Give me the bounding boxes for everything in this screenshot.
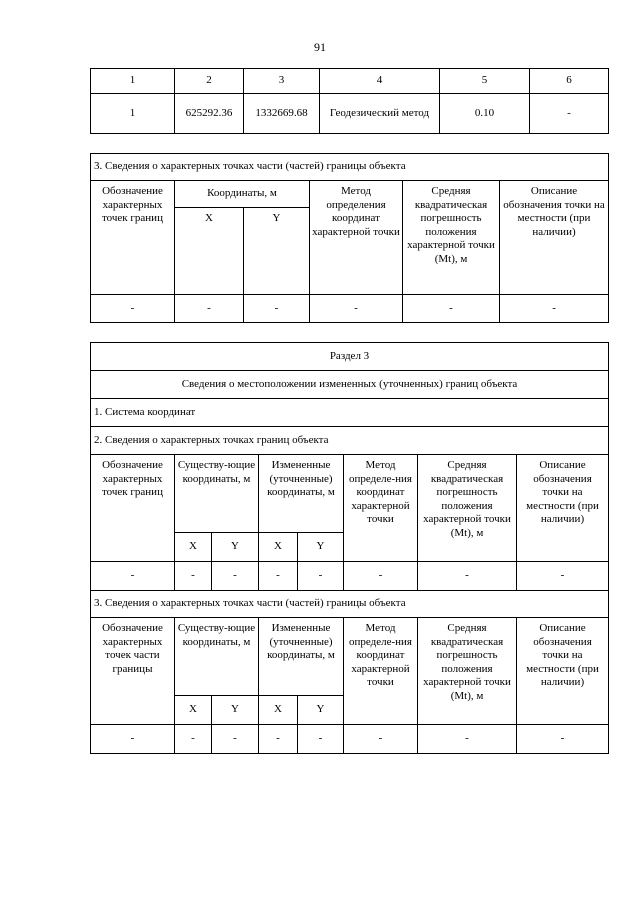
table-row <box>91 725 609 754</box>
header-designation: Обозначение характерных точек части границы <box>91 618 175 725</box>
col-header: 1 <box>91 69 175 94</box>
header-x: X <box>175 208 244 295</box>
page-number: 91 <box>314 40 326 54</box>
header-description: Описание обозначения точки на местности (при наличии) <box>517 618 609 725</box>
header-x: X <box>259 533 298 562</box>
table-cell: - <box>344 562 418 591</box>
header-existing-coords: Существу-ющие координаты, м <box>175 455 259 533</box>
table-cell: - <box>403 295 500 323</box>
boundary-points-heading: 2. Сведения о характерных точках границ объекта <box>91 427 609 455</box>
table-cell: - <box>500 295 609 323</box>
header-changed-coords: Измененные (уточненные) координаты, м <box>259 455 344 533</box>
header-method: Метод определе-ния координат характерной точки <box>344 618 418 725</box>
header-existing-coords: Существу-ющие координаты, м <box>175 618 259 696</box>
header-x: X <box>175 533 212 562</box>
header-error: Средняя квадратическая погрешность положения характерной точки (Mt), м <box>418 618 517 725</box>
header-y: Y <box>298 696 344 725</box>
table-cell: - <box>175 295 244 323</box>
col-header: 3 <box>244 69 320 94</box>
header-coordinates: Координаты, м <box>175 181 310 208</box>
table-cell: - <box>259 725 298 754</box>
table-row <box>91 94 609 134</box>
header-error: Средняя квадратическая погрешность положения характерной точки (Mt), м <box>418 455 517 562</box>
part-points-table <box>90 153 609 323</box>
header-y: Y <box>298 533 344 562</box>
table-cell: 625292.36 <box>175 94 244 134</box>
table-cell: - <box>244 295 310 323</box>
table-cell: - <box>175 725 212 754</box>
section-heading: 3. Сведения о характерных точках части (частей) границы объекта <box>91 154 609 181</box>
header-y: Y <box>212 533 259 562</box>
table-cell: 0.10 <box>440 94 530 134</box>
header-description: Описание обозначения точки на местности (при наличии) <box>500 181 609 295</box>
table-cell: - <box>517 562 609 591</box>
table-cell: - <box>175 562 212 591</box>
table-cell: - <box>259 562 298 591</box>
table-cell: Геодезический метод <box>320 94 440 134</box>
header-designation: Обозначение характерных точек границ <box>91 455 175 562</box>
table-cell: 1332669.68 <box>244 94 320 134</box>
col-header: 4 <box>320 69 440 94</box>
table-cell: - <box>517 725 609 754</box>
table-cell: - <box>530 94 609 134</box>
table-cell: 1 <box>91 94 175 134</box>
header-x: X <box>175 696 212 725</box>
table-row <box>91 562 609 591</box>
part-points-heading: 3. Сведения о характерных точках части (частей) границы объекта <box>91 591 609 618</box>
points-table <box>90 68 609 134</box>
table-cell: - <box>310 295 403 323</box>
coord-system-heading: 1. Система координат <box>91 399 609 427</box>
col-header: 2 <box>175 69 244 94</box>
header-error: Средняя квадратическая погрешность положения характерной точки (Mt), м <box>403 181 500 295</box>
table-cell: - <box>91 725 175 754</box>
table-cell: - <box>212 725 259 754</box>
table-cell: - <box>212 562 259 591</box>
header-description: Описание обозначения точки на местности (при наличии) <box>517 455 609 562</box>
header-method: Метод определе-ния координат характерной точки <box>344 455 418 562</box>
section3-table <box>90 342 609 754</box>
table-cell: - <box>418 725 517 754</box>
header-y: Y <box>212 696 259 725</box>
table-row <box>91 295 609 323</box>
table-header-row <box>91 69 609 94</box>
header-y: Y <box>244 208 310 295</box>
header-changed-coords: Измененные (уточненные) координаты, м <box>259 618 344 696</box>
table-cell: - <box>344 725 418 754</box>
section-title: Раздел 3 <box>91 343 609 371</box>
col-header: 5 <box>440 69 530 94</box>
table-cell: - <box>418 562 517 591</box>
col-header: 6 <box>530 69 609 94</box>
table-cell: - <box>298 725 344 754</box>
table-cell: - <box>91 295 175 323</box>
header-method: Метод определения координат характерной точки <box>310 181 403 295</box>
table-cell: - <box>91 562 175 591</box>
header-designation: Обозначение характерных точек границ <box>91 181 175 295</box>
header-x: X <box>259 696 298 725</box>
section-subtitle: Сведения о местоположении измененных (уточненных) границ объекта <box>91 371 609 399</box>
table-cell: - <box>298 562 344 591</box>
